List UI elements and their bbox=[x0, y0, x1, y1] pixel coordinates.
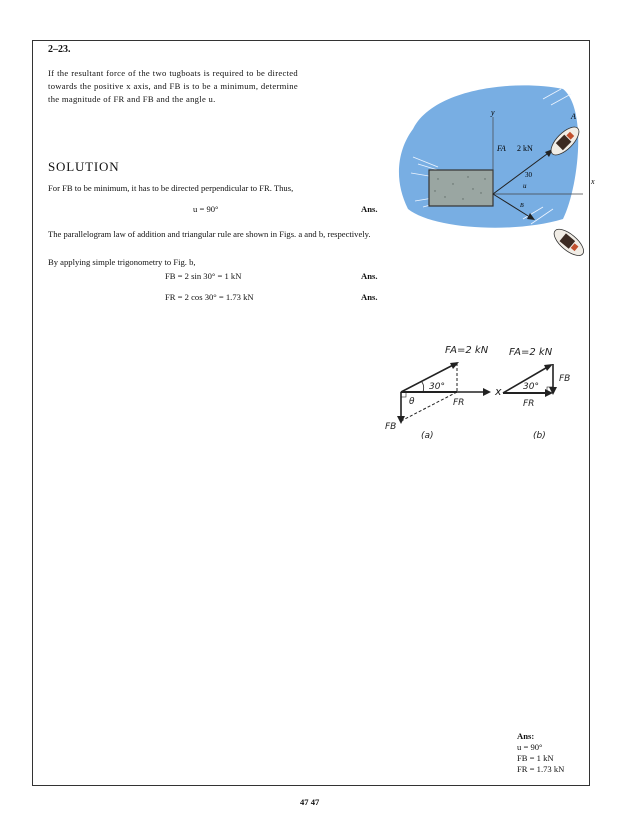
sketch-fb-b: FB bbox=[559, 374, 571, 384]
answer-1: u = 90° bbox=[517, 742, 543, 752]
ans-label-3: Ans. bbox=[361, 292, 378, 302]
label-fa: FA bbox=[497, 144, 506, 153]
label-2kn: 2 kN bbox=[517, 144, 533, 153]
sketch-cap-b: (b) bbox=[533, 431, 546, 441]
solution-line-1: For FB to be minimum, it has to be directed perpendicular to FR. Thus, bbox=[48, 183, 294, 193]
sketch-fa-label: FA=2 kN bbox=[445, 345, 489, 356]
sketch-cap-a: (a) bbox=[421, 431, 434, 441]
solution-line-2: The parallelogram law of addition and triangular rule are shown in Figs. a and b, respectively. bbox=[48, 229, 371, 239]
label-u: u bbox=[523, 182, 527, 190]
equation-1: u = 90° bbox=[193, 204, 219, 214]
ans-label-1: Ans. bbox=[361, 204, 378, 214]
ans-label-2: Ans. bbox=[361, 271, 378, 281]
answer-box bbox=[517, 731, 564, 775]
page-frame bbox=[32, 40, 595, 786]
tugboat-figure bbox=[393, 69, 595, 229]
equation-3: FR = 2 cos 30° = 1.73 kN bbox=[165, 292, 254, 302]
vector-sketch bbox=[363, 337, 583, 447]
sketch-fb-a: FB bbox=[385, 422, 397, 432]
label-a: A bbox=[571, 112, 576, 121]
barge-block bbox=[429, 170, 493, 206]
solution-heading: SOLUTION bbox=[48, 159, 120, 174]
sketch-tri-fa-label: FA=2 kN bbox=[509, 347, 553, 358]
sketch-x-label: x bbox=[495, 385, 502, 398]
label-b: B bbox=[520, 203, 524, 209]
answer-2: FB = 1 kN bbox=[517, 753, 554, 763]
page-number: 47 47 bbox=[300, 797, 320, 807]
sketch-angle-b: 30° bbox=[523, 382, 539, 392]
equation-2: FB = 2 sin 30° = 1 kN bbox=[165, 271, 242, 281]
label-x: x bbox=[591, 177, 595, 186]
sketch-fr-a: FR bbox=[453, 398, 465, 408]
answer-3: FR = 1.73 kN bbox=[517, 764, 565, 774]
label-y: y bbox=[491, 108, 495, 117]
sketch-fr-b: FR bbox=[523, 399, 535, 409]
sketch-angle-a: 30° bbox=[429, 382, 445, 392]
tugboat-b bbox=[550, 225, 588, 260]
problem-number: 2–23. bbox=[48, 44, 71, 55]
label-30: 30 bbox=[525, 171, 532, 179]
problem-statement: If the resultant force of the two tugboats is required to be directed towards the positive x axis, and FB is to be a minimum, determine the magnitude of FR and FB and the angle u. bbox=[48, 68, 298, 104]
answer-title: Ans: bbox=[517, 731, 535, 741]
sketch-theta: θ bbox=[409, 397, 415, 407]
solution-line-3: By applying simple trigonometry to Fig. b, bbox=[48, 257, 196, 267]
